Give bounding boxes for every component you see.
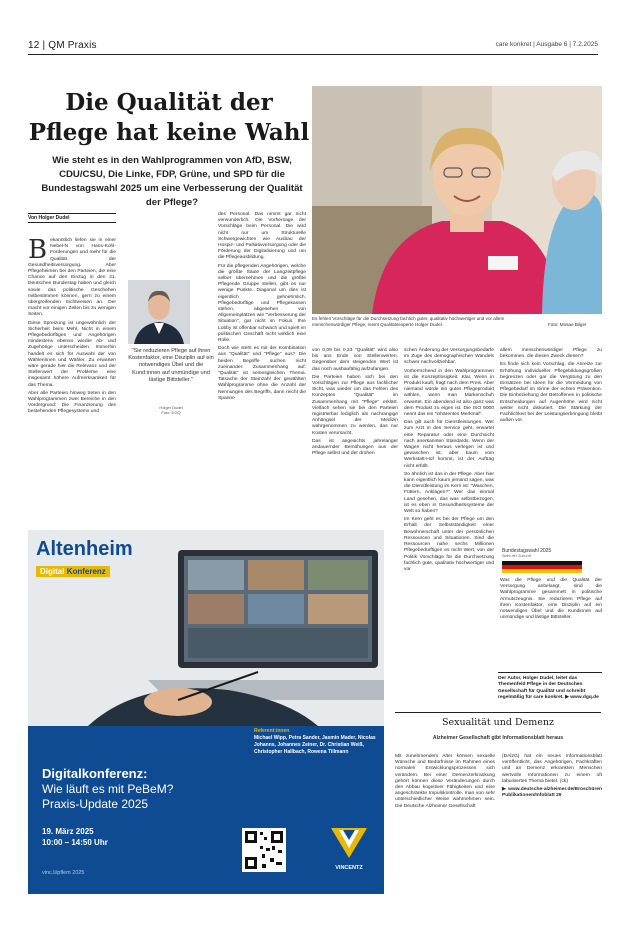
photo-credit: Foto: Mosae Bilger — [548, 322, 587, 327]
issue-info: care konkret | Ausgabe 6 | 7.2.2025 — [495, 41, 598, 48]
ad-date: 19. März 2025 — [42, 827, 94, 836]
election-badge — [502, 548, 582, 582]
ad-conf-line1: Digitalkonferenz: — [42, 766, 148, 781]
paragraph: allem menschenwürdiger Pflege zu bekommen, die diesen Zweck dienen? — [500, 348, 602, 360]
paragraph: Im Kern geht es bei der Pflege um den Erhalt der Selbstständigkeit einer Bewohnerschaft unter der persönlichen Ressourcen und Situationen. Sind die Ressourcen nahe sechs Millionen Pflegebedürftigen es nicht Wert, von der Politik Vorschläge für die Durchsetzung fachlich gute, qualitativ hochwertiger und vor — [404, 517, 494, 572]
dropcap: B — [28, 235, 48, 265]
paragraph: Doch wie steht es mit der Kombination aus "Qualität" und "Pflege" aus? Die beiden Begriffe suchen nicht zueinander. Zusammenhang auf: "Qualität" ist seinesgleichen Thema. Tatsache der Steinzahl der gewählten Wahlprogramme ohne die Anzahl der Nennungen des Begriffs, dann reicht die Spanne — [218, 346, 306, 401]
article-column-3 — [312, 348, 398, 459]
page-label: 12 | QM Praxis — [28, 40, 97, 51]
ad-speakers-label: Referent:innen — [254, 728, 290, 734]
article-column-4 — [404, 348, 494, 575]
vincentz-logo-icon — [329, 822, 369, 860]
sponsor-logo — [324, 822, 374, 871]
brief-divider — [395, 712, 601, 713]
paragraph: Das gilt auch für Dienstleistungen. Wer zum Arzt in den Service geht, erwartet eine Reparatur oder eine Durchsicht nach anerkannten Standards. Wenn der Wagen nicht heraus verlegen ist und gewaschen ist, aber kaum vom Werkstatt-Hof kommt, ist der Auftrag nicht erfüllt. — [404, 420, 494, 469]
paragraph: Was die Pflege und die Qualität der Versorgung anbelangt, sind die Wahlprogramme gesammelt in politische Armutszeugnis. Sie reduzieren Pflege auf ihren Kostenfaktor, eine Disziplin auf ein notwendiges Übel und die Kundinnen auf unmündige und lästige Bittsteller. — [500, 578, 602, 621]
election-badge-subtitle: Wahl der Zukunft — [502, 554, 531, 558]
brief-title: Sexualität und Demenz — [442, 717, 554, 728]
ad-speakers — [254, 728, 378, 756]
qr-code-icon[interactable] — [242, 828, 286, 872]
sponsor-name: VINCENTZ — [335, 865, 363, 871]
ad-url[interactable]: vinc.li/pflem 2025 — [42, 870, 85, 876]
article-deck: Wie steht es in den Wahlprogrammen von AfD, BSW, CDU/CSU, Die Linke, FDP, Grüne, und SPD für die Bundestagswahl 2025 um eine Verbesserung der Qualität der Pflege? — [41, 155, 303, 208]
ad-conference-title — [42, 766, 252, 812]
paragraph: Es finde sich kein Vorschlag, die Anreize zur Erhöhung individueller Pflegebildungsgrößen begrenzen oder gar die Vergütung zu den Einsätzen bei Ideen für die Vermeidung von Pflegebedarf im Sinne der echten Prävention. Die Einbeziehung der Betroffenen in politische Entscheidungen auf Augenhöhe wird nicht weiter nicht diskutiert. Die Stärkung der Fachlichkeit bei der Leistungserbringung bleibt außen vor. — [500, 362, 602, 424]
paragraph: schen Änderung der Versorgungsbedarfe im Zuge des demographischen Wandels schwer nachvollziehbar. — [404, 348, 494, 366]
byline: Von Holger Dudel — [28, 213, 116, 223]
ad-brand-logo — [36, 538, 164, 579]
article-column-1 — [28, 235, 116, 418]
paragraph: Diese Spreizung ist ungewöhnlich der Sicherheit beim Mehl, Nicht in einem Pflegebedürftigen und Angehörigen mindestens ebenso wieder Ab- und Zugehörige unterscheiden. Immerhin handelt es sich für Auswahl der von Wählerinnen und Wähler. Zu erwarten wäre gerade hier die Relevanz und der Stellenwert der Probleme eine insgesamt höhere Aufmerksamkeit für das Thema. — [28, 320, 116, 388]
paragraph: Die Parteien haben sich bei den Vorschlägen zur Pflege aus fachlicher Sicht, was wieder um das Fehlen des Konzeptes "Qualität" im Zusammenhang mit "Pflege" erklärt. Vielfach sehen sie bei den Parteien registrierbar lediglich als nachrangige Anhängsel der Medizin wahrgenommen zu werden, das nur Kosten verursacht. — [312, 374, 398, 436]
paragraph: (DAlzG) hat ein neues Informationsblatt veröffentlicht, das Angehörigen, Fachkräften und an Demenz erkrankten Menschen wertvolle Informationen zu einem oft tabuisierten Thema bietet. (ck) — [502, 754, 602, 784]
article-headline: Die Qualität der Pflege hat keine Wahl — [28, 89, 310, 146]
ad-date-time — [42, 826, 108, 848]
ad-conf-line2: Wie läuft es mit PeBeM? — [42, 782, 174, 796]
ad-speakers-list: Michael Wipp, Petra Sander, Jasmin Mader, Nicolas Johanns, Johannes Zeiner, Dr. Christian Weiß, Christopher Hallbach, Rowena Tillmann — [254, 735, 376, 755]
brief-link[interactable]: ▶ www.deutsche-alzheimer.de/Broschüren Publikationen/Infoblatt 29 — [502, 787, 602, 799]
brief-column-right — [502, 754, 602, 801]
ad-brand-sub-a: Digital — [40, 567, 65, 576]
paragraph: Das ist angesichts jahrelanger andauernder Bemühungen aus der Pflege selbst und der drohen — [312, 438, 398, 457]
election-badge-title: Bundestagswahl 2025 — [502, 548, 552, 554]
paragraph: So ähnlich ist das in der Pflege. Aber hier kann eigentlich kaum jemand sagen, was die Dienstleistung im Kern ist: "Waschen, Füttern, Anklagen?" Wer das einmal Land gesehen, das was selbstbezogen, ist es eben in Gesundheitssysteme der Welt so haben? — [404, 471, 494, 515]
paragraph: Mit zunehmendem Alter können sexuelle Wünsche und Bedürfnisse im Rahmen eines normalen Entwicklungsprozesses sich verändern. Bei einer Demenzerkrankung gehört können diese Veränderungen durch den Abbau kognitiver Fähigkeiten und eine angeschränkte Impulskontrolle, man von sehr unterschiedlicher Weise wahrnehmen sein. Die Deutsche Alzheimer Gesellschaft — [395, 754, 495, 809]
author-note-divider — [498, 672, 602, 673]
pull-quote-author-name: Holger Dudel — [159, 405, 183, 410]
paragraph: Für die pflegenden Angehörigen, welche die größte Säule der Langzeitpflege selber übernehmen und die größte Pflegende Gruppe stellen, gibt es nur wenige Punkte. Diagonal um dies ist eigentlich gehnehmlich. Pflegebedürftige und Pflegekassen stehen, abgesehen von Allgemeinplätzen wie "Verbesserung der Situation", gar nicht im Fokus. Ihre Lobby ist offenbar schwach und spielt im politischen Geschäft nicht wirklich eine Rolle. — [218, 263, 306, 344]
brief-column-left — [395, 754, 495, 812]
paragraph: Vorherrschend in den Wahlprogrammen ist die Konzeptlosigkeit. Klar, Wenn in Produkt kauft, fragt nach dem Preis. Aber niemand würde ein gutes Pflegeprodukt wählen, wenn man Markenschuh erwartet. Ein abendend ist also ganz was dem Produkt zu eigen ist. Die ISO 9000 nennt das ein "inhärentes Merkmal". — [404, 368, 494, 418]
brief-subhead: Alzheimer Gesellschaft gibt Informationsblatt heraus — [432, 735, 564, 741]
advertisement[interactable] — [28, 530, 384, 894]
paragraph: ekanntlich liefen sie in einer Nebel-N von Hans-Kohl-Forderungen und mehr für die Qualität der Gesundheitsversorgung. Aber Pflegeheimen bei den Parteien, die eine Chance auf den Einzug in den 21. Deutschen Bundestag haben und gleich sowie das politische Geschehen mitbestimmen können, gern zu einem übergreifenden Sichtweisen an. Der macht vor einigen Zeilen bis zu wenigen Seiten. — [28, 238, 116, 318]
photo-caption: Es fehlen Vorschläge für die Durchsetzung fachlich guter, qualitativ hochwertiger und vor allem menschenwürdiger Pflege, meint Qualitätsexperte Holger Dudel. — [312, 316, 505, 327]
article-column-5 — [500, 348, 602, 426]
article-column-5-bottom — [500, 578, 602, 623]
pull-quote-credit: Foto: DGQ — [161, 410, 181, 415]
german-flag-icon — [502, 561, 582, 573]
pull-quote-author — [128, 405, 214, 415]
paragraph: des Personal. Das nimmt gar nicht verwunderlich. Die Vorhersage der Vorschläge beim Personal. Die wird nicht nur um Strukturelle Schwergewichten wie Ausbau der Hospiz- und Palliativversorgung oder die Förderung der Digitalisierung und um die Pflegeausbildung. — [218, 212, 306, 261]
article-photo — [312, 86, 602, 314]
header-divider — [28, 54, 598, 55]
ad-conf-line3: Praxis-Update 2025 — [42, 797, 149, 811]
article-column-2 — [218, 212, 306, 404]
author-note: Der Autor, Holger Dudel, leitet das Themenfeld Pflege in der Deutschen Gesellschaft für Qualität und schreibt regelmäßig für care konkret. ▶ www.dgq.de — [498, 676, 599, 701]
ad-brand-main: Altenheim — [36, 538, 133, 560]
ad-time: 10:00 – 14:50 Uhr — [42, 838, 108, 847]
nurse-photo-image — [312, 86, 602, 314]
pull-quote: "Sie reduzieren Pflege auf ihren Kostenfaktor, eine Disziplin auf ein notwendiges Übel und die Kund:innen auf unmündige und lästige Bittsteller." — [128, 348, 214, 383]
paragraph: Aber alle Parteien hinweg treten in den Wahlprogrammen zwei Bereiche in den Vordergrund: Die Finanzierung des bestehenden Pflegesystems und — [28, 390, 116, 415]
ad-brand-sub-b: Konferenz — [66, 567, 106, 576]
author-portrait — [128, 280, 190, 344]
paragraph: von 0,09 bis 0,23 "Qualität" wird also bis ans Ende von Stellenwerten. Gegenüber dem steigenden Wert ist das noch ausbaufähig aufzufangen. — [312, 348, 398, 372]
ad-brand-sub — [36, 566, 110, 577]
author-portrait-image — [128, 280, 190, 344]
